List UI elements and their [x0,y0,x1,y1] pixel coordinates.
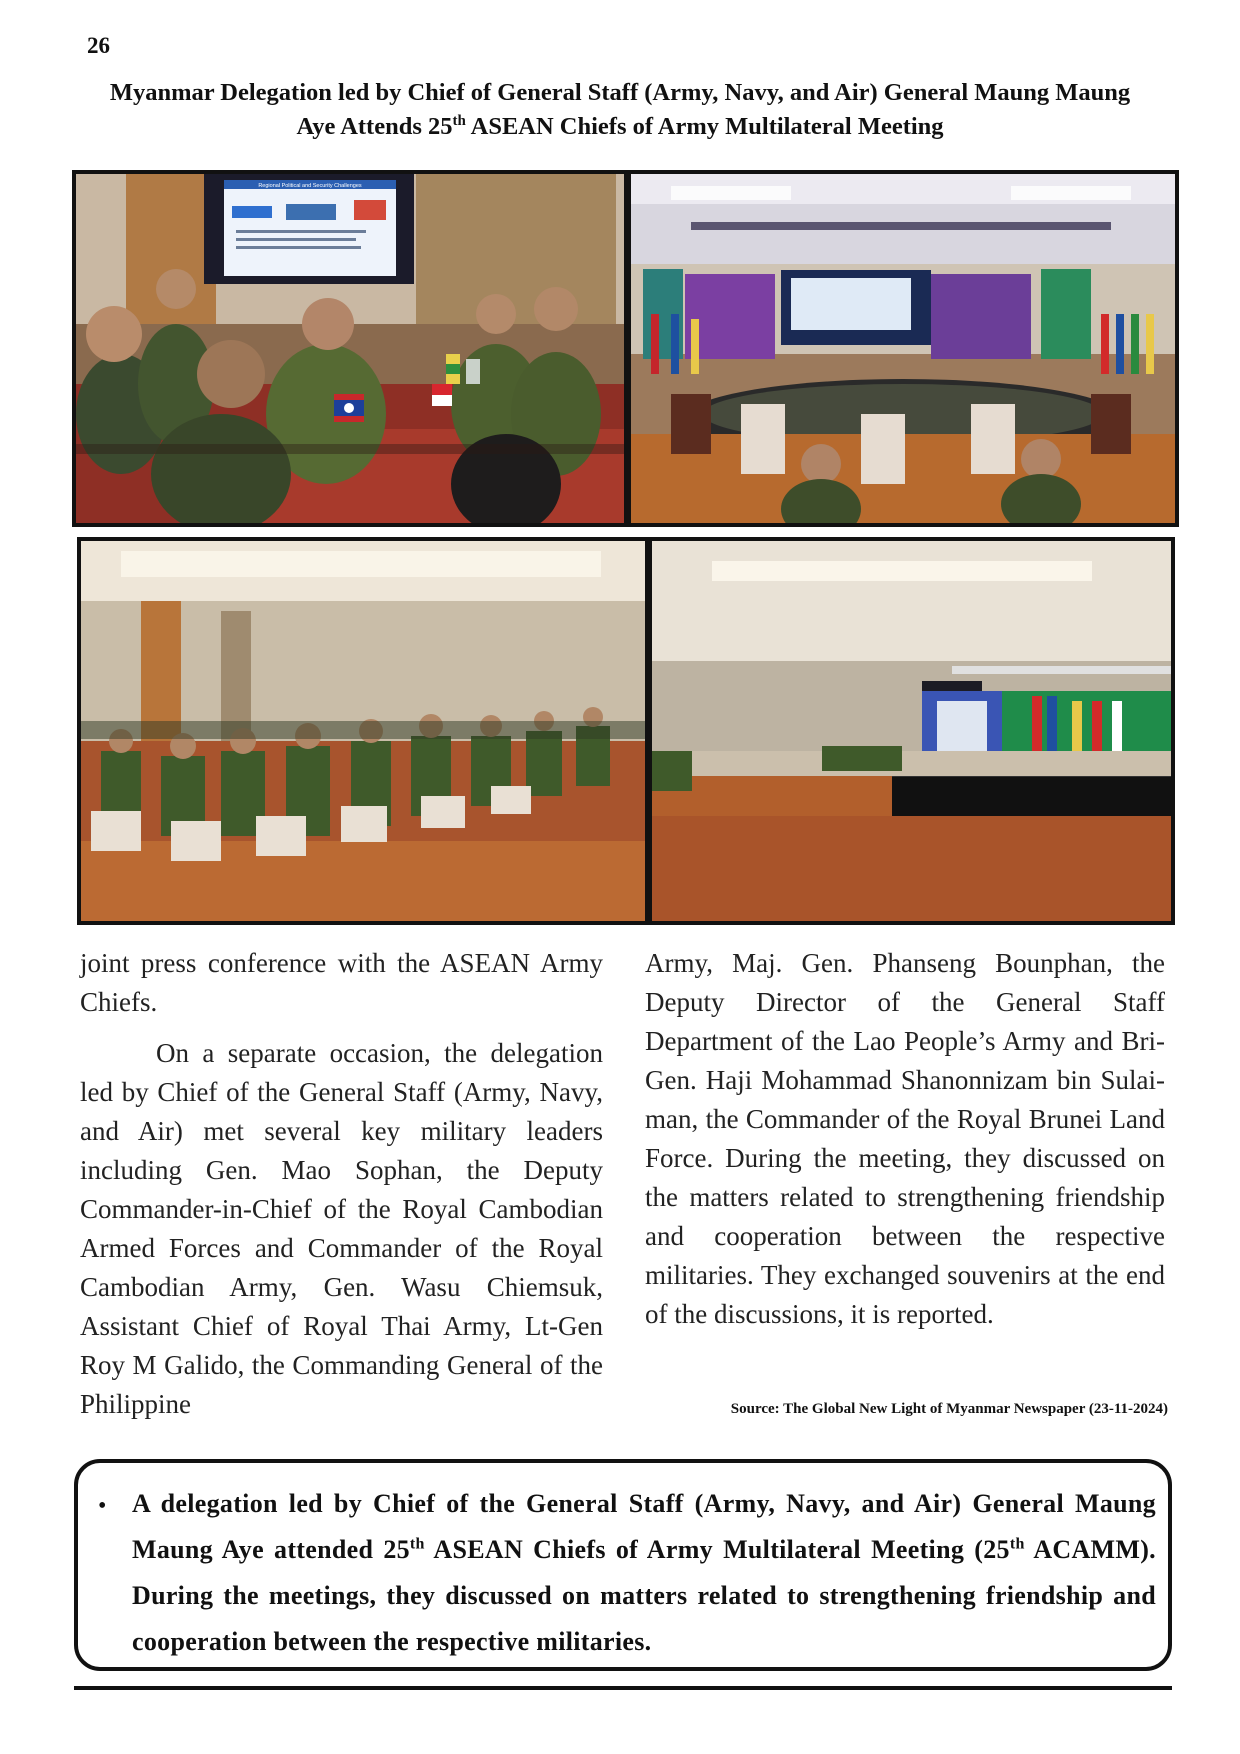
summary-part-1: A delegation led by Chief of the General Staff (Army, Navy, and Air) General Maung Maung Aye attended 25 [132,1489,1156,1564]
body-paragraph: Army, Maj. Gen. Phanseng Bounphan, the Deputy Director of the General Staff Department of the Lao People’s Army and Bri-Gen. Haji Mohammad Shanonnizam bin Sulai-man, the Commander of the Royal Brunei Land Force. During the meeting, they discussed on the matters related to strengthening friendship and cooperation between the respective militaries. They exchanged souvenirs at the end of the discussions, it is reported. [645,948,1165,1329]
summary-superscript-1: th [409,1535,425,1553]
meeting-table-photo [72,170,628,527]
footer-divider [74,1686,1172,1690]
summary-part-3: ACAMM). During the meetings, they discussed on matters related to strengthening friendship and cooperation between the respective militaries. [132,1535,1156,1656]
stage-and-audience-photo [648,537,1175,925]
headline-line-2 [80,110,1160,144]
summary-box [74,1459,1172,1671]
headline-line-2-start: Aye Attends 25 [296,113,453,140]
page-title [80,76,1160,144]
body-text-left-column [80,944,603,1424]
headline-superscript: th [452,112,466,129]
summary-text [132,1481,1156,1665]
slide-title: Regional Political and Security Challenges [258,183,362,189]
headline-line-2-end: ASEAN Chiefs of Army Multilateral Meeting [465,113,944,140]
body-paragraph: joint press conference with the ASEAN Army Chiefs. [80,948,603,1017]
page-number: 26 [87,33,110,58]
bullet-icon: • [98,1493,107,1519]
conference-hall-round-table-photo [627,170,1179,527]
body-text-right-column [645,944,1165,1334]
body-paragraph: On a separate occasion, the delegation led by Chief of the General Staff (Army, Navy, and Air) met several key military leaders including Gen. Mao Sophan, the Deputy Commander-in-Chief of the Royal Cambodian Armed Forces and Commander of the Royal Cambodian Army, Gen. Wasu Chiemsuk, Assistant Chief of Royal Thai Army, Lt-Gen Roy M Galido, the Commanding General of the Philippine [80,1038,603,1419]
summary-part-2: ASEAN Chiefs of Army Multilateral Meeting (25 [424,1535,1010,1564]
summary-superscript-2: th [1009,1535,1025,1553]
source-citation: Source: The Global New Light of Myanmar Newspaper (23-11-2024) [730,1401,1168,1417]
seated-delegates-photo [77,537,649,925]
headline-line-1: Myanmar Delegation led by Chief of General Staff (Army, Navy, and Air) General Maung Maung [109,79,1131,106]
